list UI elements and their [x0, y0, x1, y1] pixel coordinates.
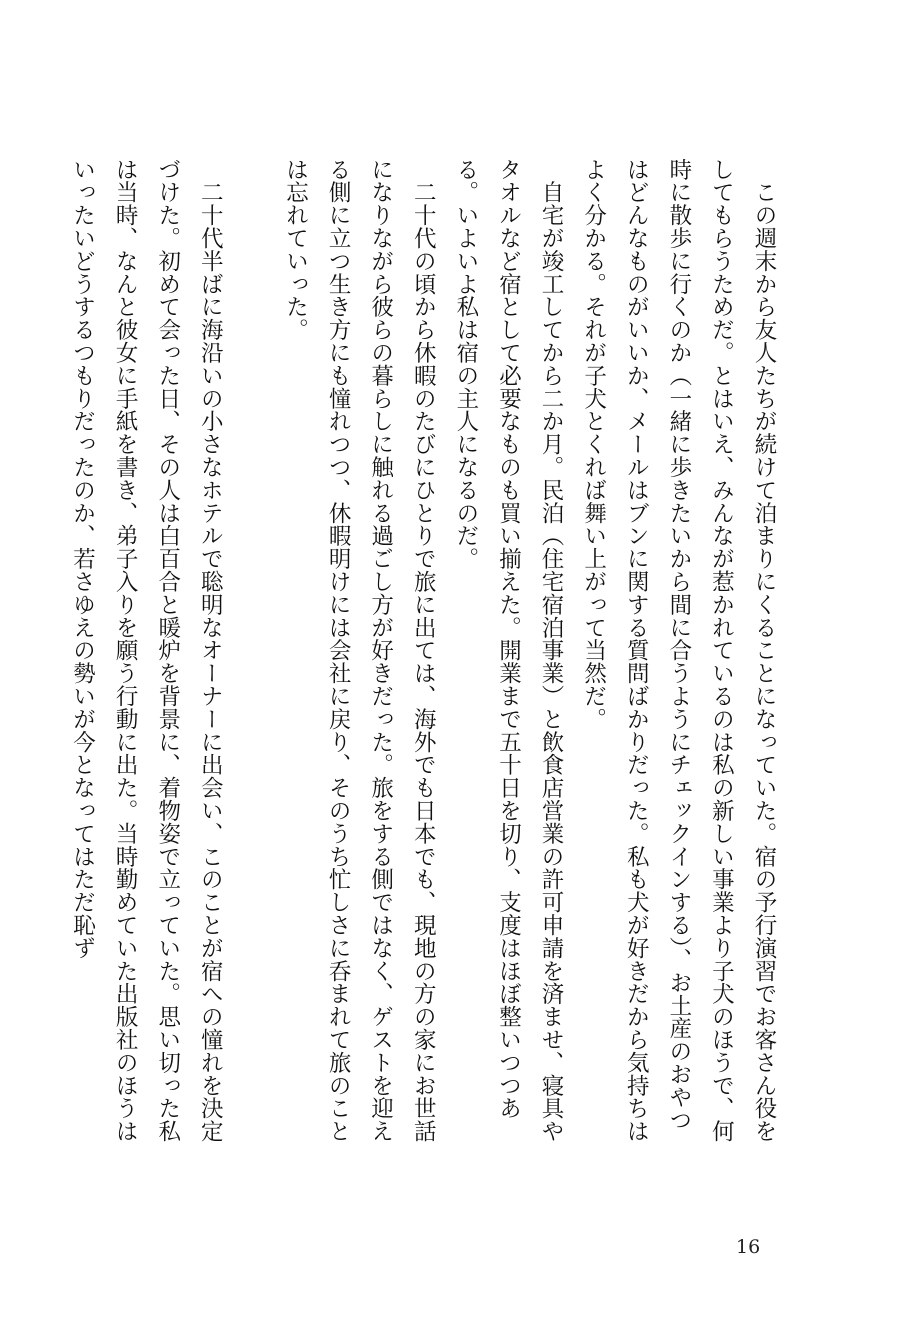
body-text	[69, 158, 785, 1148]
page-number: 16	[736, 1236, 761, 1258]
paragraph-1: この週末から友人たちが続けて泊まりにくることになっていた。宿の予行演習でお客さん役をしてもらうためだ。とはいえ、みんなが惹かれているのは私の新しい事業より子犬のほうで、何時に散歩に行くのか（一緒に歩きたいから間に合うようにチェックインする）、お土産のおやつはどんなものがいいか、メールはブンに関する質問ばかりだった。私も犬が好きだから気持ちはよく分かる。それが子犬とくれば舞い上がって当然だ。	[580, 158, 777, 1143]
paragraph-2: 自宅が竣工してから二か月。民泊（住宅宿泊事業）と飲食店営業の許可申請を済ませ、寝具やタオルなど宿として必要なものも買い揃えた。開業まで五十日を切り、支度はほぼ整いつつある。いよいよ私は宿の主人になるのだ。	[452, 158, 565, 1143]
paragraph-4: 二十代半ばに海沿いの小さなホテルで聡明なオーナーに出会い、このことが宿への憧れを決定づけた。初めて会った日、その人は白百合と暖炉を背景に、着物姿で立っていた。思い切った私は当時、なんと彼女に手紙を書き、弟子入りを願う行動に出た。当時勤めていた出版社のほうはいったいどうするつもりだったのか、若さゆえの勢いが今となってはただ恥ず	[69, 158, 224, 1143]
paragraph-3: 二十代の頃から休暇のたびにひとりで旅に出ては、海外でも日本でも、現地の方の家にお世話になりながら彼らの暮らしに触れる過ごし方が好きだった。旅をする側ではなく、ゲストを迎える側に立つ生き方にも憧れつつ、休暇明けには会社に戻り、そのうち忙しさに呑まれて旅のことは忘れていった。	[282, 158, 437, 1143]
